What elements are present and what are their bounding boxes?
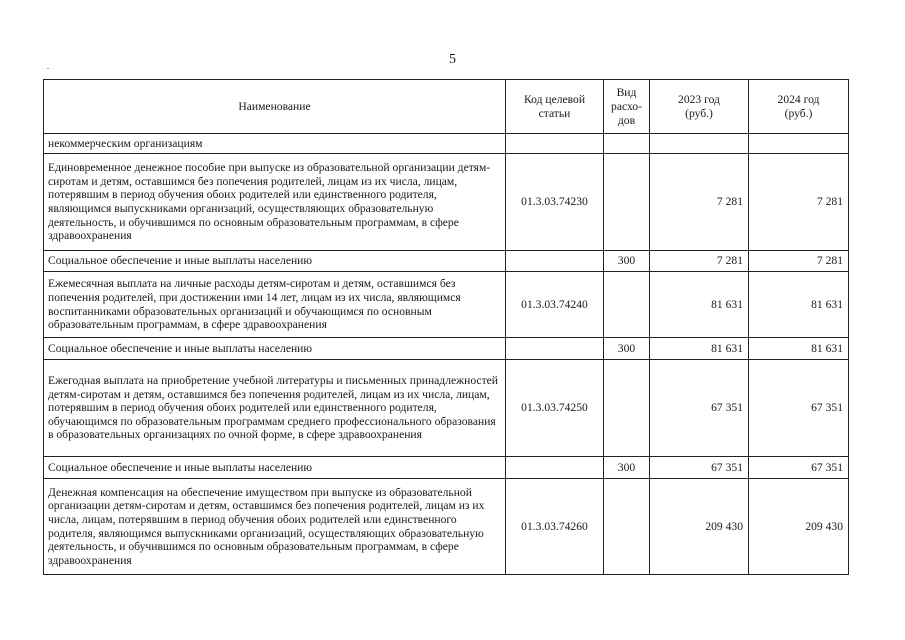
row-type: 300	[604, 251, 650, 272]
row-2024: 7 281	[749, 154, 849, 251]
row-name: Социальное обеспечение и иные выплаты населению	[44, 251, 506, 272]
row-code	[506, 134, 604, 154]
row-code: 01.3.03.74250	[506, 360, 604, 457]
row-2024	[749, 134, 849, 154]
row-name: Денежная компенсация на обеспечение имуществом при выпуске из образовательной организации детям-сиротам и детям, оставшимся без попечения родителей, лицам из их числа, лицам, потерявшим в период обучения обоих родителей или единственного родителя, являющимся выпускниками организаций, осуществляющих образовательную деятельность, и обучившимся по основным образовательным программам, в сфере здравоохранения	[44, 479, 506, 575]
row-2024: 7 281	[749, 251, 849, 272]
row-name: Социальное обеспечение и иные выплаты населению	[44, 338, 506, 360]
row-2023: 67 351	[650, 457, 749, 479]
row-2024: 81 631	[749, 272, 849, 338]
table-row	[44, 154, 849, 251]
row-code	[506, 457, 604, 479]
budget-table	[43, 79, 849, 575]
row-2024: 81 631	[749, 338, 849, 360]
header-2023: 2023 год (руб.)	[650, 80, 749, 134]
table-row	[44, 134, 849, 154]
row-2024: 67 351	[749, 457, 849, 479]
header-2024: 2024 год (руб.)	[749, 80, 849, 134]
row-2023: 81 631	[650, 272, 749, 338]
header-code: Код целевой статьи	[506, 80, 604, 134]
table-row	[44, 479, 849, 575]
row-name: Единовременное денежное пособие при выпуске из образовательной организации детям-сиротам и детям, оставшимся без попечения родителей, лицам из их числа, лицам, потерявшим в период обучения обоих родителей или единственного родителя, являющимся выпускниками организаций, осуществляющих образовательную деятельность, и обучившимся по основным образовательным программам, в сфере здравоохранения	[44, 154, 506, 251]
header-name: Наименование	[44, 80, 506, 134]
row-name: Ежегодная выплата на приобретение учебной литературы и письменных принадлежностей детям-сиротам и детям, оставшимся без попечения родителей, лицам из их числа, лицам, потерявшим в период обучения обоих родителей или единственного родителя, обучающимся по образовательным программам среднего профессионального образования в образовательных организациях по очной форме, в сфере здравоохранения	[44, 360, 506, 457]
table-row	[44, 457, 849, 479]
header-type: Вид расхо- дов	[604, 80, 650, 134]
scan-speck	[47, 68, 49, 69]
row-name: Социальное обеспечение и иные выплаты населению	[44, 457, 506, 479]
row-type: 300	[604, 457, 650, 479]
row-code: 01.3.03.74240	[506, 272, 604, 338]
row-name: Ежемесячная выплата на личные расходы детям-сиротам и детям, оставшимся без попечения родителей, при достижении ими 14 лет, лицам из их числа, являющимся воспитанниками образовательных организаций и обучающимся по основным образовательным программам, в сфере здравоохранения	[44, 272, 506, 338]
row-name: некоммерческим организациям	[44, 134, 506, 154]
table-row	[44, 338, 849, 360]
row-type	[604, 360, 650, 457]
row-2023: 7 281	[650, 154, 749, 251]
row-2024: 67 351	[749, 360, 849, 457]
table-row	[44, 360, 849, 457]
table-row	[44, 251, 849, 272]
row-2023: 209 430	[650, 479, 749, 575]
row-code: 01.3.03.74230	[506, 154, 604, 251]
row-code	[506, 338, 604, 360]
row-2024: 209 430	[749, 479, 849, 575]
table-row	[44, 272, 849, 338]
header-row	[44, 80, 849, 134]
row-code: 01.3.03.74260	[506, 479, 604, 575]
row-type	[604, 272, 650, 338]
page-number: 5	[449, 52, 456, 67]
row-2023: 81 631	[650, 338, 749, 360]
row-2023: 7 281	[650, 251, 749, 272]
row-2023	[650, 134, 749, 154]
row-type: 300	[604, 338, 650, 360]
row-type	[604, 479, 650, 575]
row-type	[604, 154, 650, 251]
row-code	[506, 251, 604, 272]
row-2023: 67 351	[650, 360, 749, 457]
row-type	[604, 134, 650, 154]
